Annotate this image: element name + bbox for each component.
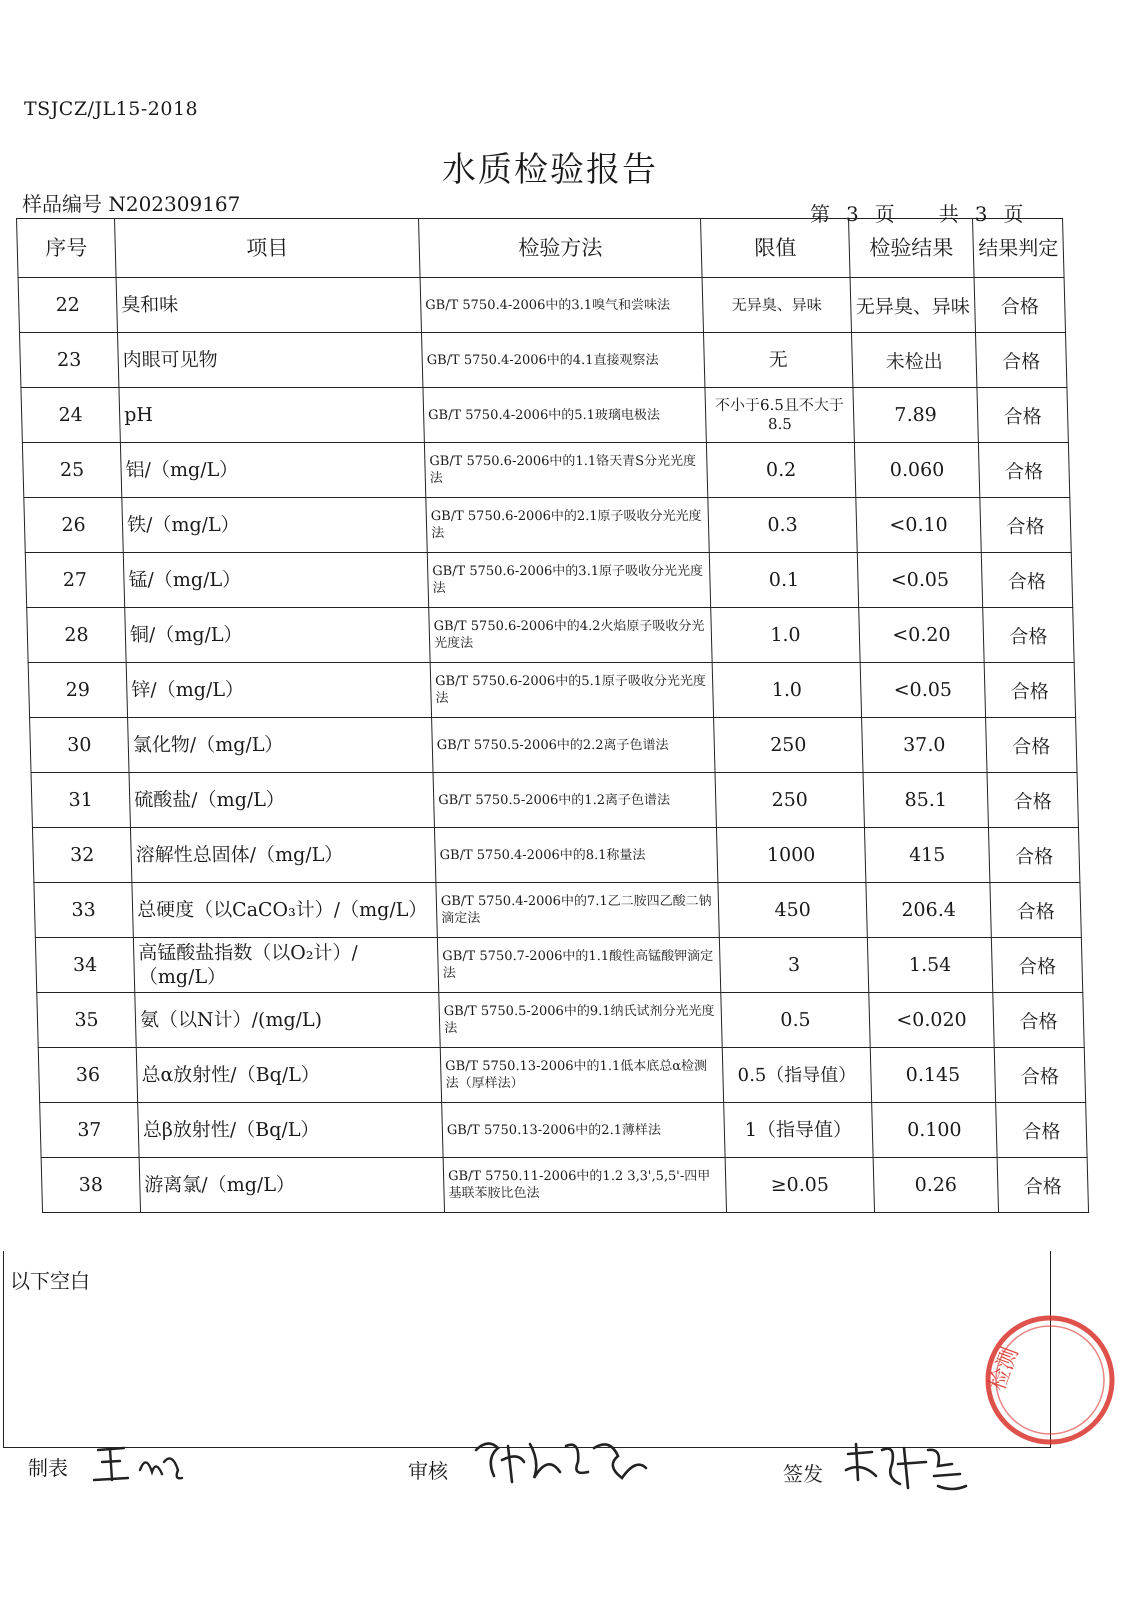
- cell-method: GB/T 5750.6-2006中的4.2火焰原子吸收分光光度法: [429, 608, 712, 663]
- issued-signature-text: 郭继征: [842, 1440, 845, 1441]
- sample-number: [22, 188, 240, 217]
- cell-judgement: 合格: [996, 1103, 1087, 1158]
- cell-item: 总β放射性/（Bq/L）: [138, 1103, 443, 1158]
- cell-item: 氨（以N计）/(mg/L): [135, 993, 440, 1048]
- official-seal: [955, 1300, 1121, 1470]
- cell-limit: 不小于6.5且不大于8.5: [705, 388, 854, 443]
- cell-method: GB/T 5750.4-2006中的4.1直接观察法: [421, 333, 704, 388]
- cell-method: GB/T 5750.6-2006中的3.1原子吸收分光光度法: [427, 553, 710, 608]
- page-total: 3: [974, 202, 988, 226]
- total-unit: 页: [1003, 202, 1024, 226]
- cell-judgement: 合格: [981, 553, 1072, 608]
- cell-judgement: 合格: [991, 938, 1082, 993]
- page-current: 3: [846, 202, 859, 226]
- cell-item: 臭和味: [116, 278, 421, 333]
- remarks-box: [3, 1251, 1051, 1448]
- cell-result: 85.1: [863, 773, 988, 828]
- cell-judgement: 合格: [986, 718, 1077, 773]
- cell-result: <0.020: [869, 993, 994, 1048]
- cell-method: GB/T 5750.6-2006中的2.1原子吸收分光光度法: [426, 498, 709, 553]
- cell-limit: 0.5: [721, 993, 870, 1048]
- cell-item: 总硬度（以CaCO₃计）/（mg/L）: [132, 883, 437, 938]
- cell-seq: 26: [24, 498, 123, 553]
- cell-method: GB/T 5750.4-2006中的3.1嗅气和尝味法: [420, 278, 703, 333]
- cell-limit: 3: [719, 938, 868, 993]
- reviewed-signature-text: 孙晓波: [468, 1432, 471, 1433]
- reviewed-label: 审核: [408, 1459, 448, 1483]
- cell-limit: 0.3: [708, 498, 857, 553]
- issued-signature: [842, 1440, 972, 1498]
- prepared-label: 制表: [28, 1456, 68, 1480]
- cell-method: GB/T 5750.5-2006中的9.1纳氏试剂分光光度法: [439, 993, 722, 1048]
- prepared-signature-text: 王: [90, 1440, 91, 1441]
- cell-limit: ≥0.05: [725, 1158, 874, 1213]
- issued-label: 签发: [783, 1462, 823, 1486]
- cell-judgement: 合格: [978, 443, 1069, 498]
- cell-seq: 29: [28, 663, 127, 718]
- table-row: [40, 1103, 1087, 1158]
- cell-method: GB/T 5750.6-2006中的5.1原子吸收分光光度法: [430, 663, 713, 718]
- table-row: [27, 608, 1074, 663]
- cell-method: GB/T 5750.11-2006中的1.2 3,3',5,5'-四甲基联苯胺比色法: [443, 1158, 726, 1213]
- cell-judgement: 合格: [997, 1158, 1088, 1213]
- cell-seq: 34: [35, 938, 134, 993]
- total-word: 共: [938, 202, 959, 226]
- cell-seq: 38: [41, 1158, 140, 1213]
- table-row: [37, 993, 1084, 1048]
- sample-number-value: N202309167: [108, 192, 241, 216]
- cell-item: 溶解性总固体/（mg/L）: [130, 828, 435, 883]
- table-row: [31, 773, 1078, 828]
- cell-limit: 450: [718, 883, 867, 938]
- cell-result: <0.05: [857, 553, 982, 608]
- cell-judgement: 合格: [980, 498, 1071, 553]
- cell-seq: 37: [40, 1103, 139, 1158]
- cell-method: GB/T 5750.13-2006中的1.1低本底总α检测法（厚样法）: [440, 1048, 723, 1103]
- cell-result: 0.100: [872, 1103, 997, 1158]
- page-unit: 页: [874, 202, 895, 226]
- cell-seq: 24: [21, 388, 120, 443]
- cell-seq: 28: [27, 608, 126, 663]
- cell-judgement: 合格: [990, 883, 1081, 938]
- blank-below-note: 以下空白: [10, 1269, 90, 1293]
- header-judgement: 结果判定: [973, 219, 1065, 278]
- cell-limit: 1（指导值）: [724, 1103, 873, 1158]
- cell-result: <0.05: [860, 663, 985, 718]
- header-limit: 限值: [701, 219, 851, 278]
- table-row: [34, 883, 1081, 938]
- header-result: 检验结果: [849, 219, 975, 278]
- table-row: [38, 1048, 1085, 1103]
- cell-limit: 无: [703, 333, 852, 388]
- cell-limit: 250: [714, 718, 863, 773]
- table-header-row: [17, 219, 1065, 278]
- header-seq: 序号: [17, 219, 117, 278]
- table-row: [18, 278, 1065, 333]
- table-row: [41, 1158, 1088, 1213]
- results-table: [16, 218, 1089, 1213]
- cell-method: GB/T 5750.4-2006中的8.1称量法: [434, 828, 717, 883]
- table-row: [21, 388, 1068, 443]
- cell-seq: 36: [38, 1048, 137, 1103]
- cell-seq: 30: [30, 718, 129, 773]
- sample-number-label: 样品编号: [22, 192, 102, 216]
- cell-seq: 23: [19, 333, 118, 388]
- seal-text: 检测: [985, 1344, 1024, 1395]
- cell-result: 37.0: [862, 718, 987, 773]
- cell-judgement: 合格: [987, 773, 1078, 828]
- header-item: 项目: [115, 219, 421, 278]
- cell-item: 肉眼可见物: [117, 333, 422, 388]
- cell-result: 0.145: [870, 1048, 995, 1103]
- cell-item: 铝/（mg/L）: [120, 443, 425, 498]
- cell-result: <0.20: [859, 608, 984, 663]
- cell-item: 氯化物/（mg/L）: [128, 718, 433, 773]
- cell-judgement: 合格: [984, 663, 1075, 718]
- cell-limit: 1.0: [712, 663, 861, 718]
- table-row: [22, 443, 1069, 498]
- cell-seq: 32: [32, 828, 131, 883]
- page-word: 第: [810, 202, 830, 226]
- cell-method: GB/T 5750.13-2006中的2.1薄样法: [442, 1103, 725, 1158]
- cell-method: GB/T 5750.4-2006中的5.1玻璃电极法: [423, 388, 706, 443]
- cell-seq: 33: [34, 883, 133, 938]
- cell-limit: 0.2: [706, 443, 855, 498]
- cell-item: 总α放射性/（Bq/L）: [136, 1048, 441, 1103]
- cell-item: 铁/（mg/L）: [122, 498, 427, 553]
- cell-judgement: 合格: [993, 993, 1084, 1048]
- cell-result: 未检出: [851, 333, 976, 388]
- document-code: TSJCZ/JL15-2018: [24, 98, 199, 120]
- cell-seq: 27: [25, 553, 124, 608]
- cell-limit: 1000: [716, 828, 865, 883]
- cell-limit: 0.5（指导值）: [722, 1048, 871, 1103]
- cell-seq: 25: [22, 443, 121, 498]
- cell-method: GB/T 5750.5-2006中的2.2离子色谱法: [432, 718, 715, 773]
- cell-limit: 0.1: [709, 553, 858, 608]
- cell-result: <0.10: [856, 498, 981, 553]
- cell-result: 0.26: [873, 1158, 998, 1213]
- table-row: [25, 553, 1072, 608]
- cell-item: 铜/（mg/L）: [125, 608, 430, 663]
- cell-limit: 1.0: [711, 608, 860, 663]
- cell-method: GB/T 5750.5-2006中的1.2离子色谱法: [433, 773, 716, 828]
- reviewed-signature: [468, 1432, 658, 1492]
- cell-result: 0.060: [854, 443, 979, 498]
- cell-seq: 35: [37, 993, 136, 1048]
- cell-limit: 250: [715, 773, 864, 828]
- cell-item: 游离氯/（mg/L）: [139, 1158, 444, 1213]
- cell-judgement: 合格: [977, 388, 1068, 443]
- cell-judgement: 合格: [975, 333, 1066, 388]
- cell-judgement: 合格: [974, 278, 1065, 333]
- cell-judgement: 合格: [988, 828, 1079, 883]
- cell-method: GB/T 5750.6-2006中的1.1铬天青S分光光度法: [424, 443, 707, 498]
- cell-item: pH: [119, 388, 424, 443]
- prepared-signature: [90, 1440, 190, 1490]
- cell-method: GB/T 5750.4-2006中的7.1乙二胺四乙酸二钠滴定法: [436, 883, 719, 938]
- cell-item: 锌/（mg/L）: [126, 663, 431, 718]
- table-row: [35, 938, 1082, 993]
- table-row: [28, 663, 1075, 718]
- table-row: [32, 828, 1079, 883]
- cell-result: 无异臭、异味: [850, 278, 975, 333]
- report-title: 水质检验报告: [442, 150, 658, 190]
- header-method: 检验方法: [419, 219, 703, 278]
- cell-limit: 无异臭、异味: [702, 278, 851, 333]
- cell-seq: 31: [31, 773, 130, 828]
- cell-result: 7.89: [853, 388, 978, 443]
- table-row: [19, 333, 1066, 388]
- cell-judgement: 合格: [983, 608, 1074, 663]
- cell-method: GB/T 5750.7-2006中的1.1酸性高锰酸钾滴定法: [437, 938, 720, 993]
- cell-item: 锰/（mg/L）: [123, 553, 428, 608]
- cell-result: 206.4: [866, 883, 991, 938]
- table-row: [24, 498, 1071, 553]
- cell-item: 硫酸盐/（mg/L）: [129, 773, 434, 828]
- cell-result: 415: [864, 828, 989, 883]
- cell-result: 1.54: [867, 938, 992, 993]
- cell-item: 高锰酸盐指数（以O₂计）/（mg/L）: [133, 938, 438, 993]
- cell-seq: 22: [18, 278, 117, 333]
- table-row: [30, 718, 1077, 773]
- cell-judgement: 合格: [994, 1048, 1085, 1103]
